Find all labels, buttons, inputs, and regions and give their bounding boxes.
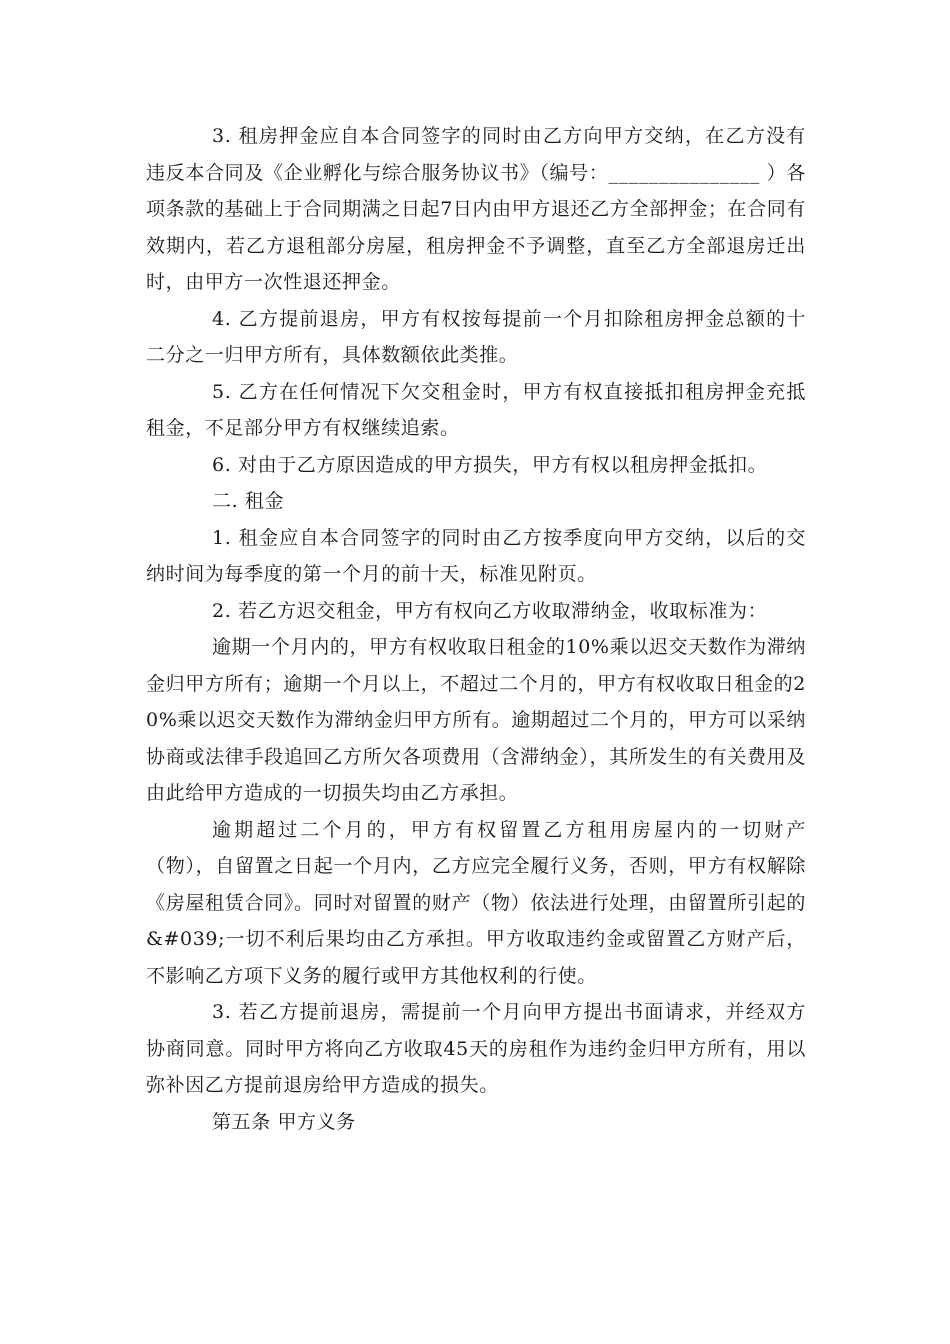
- paragraph-rent-payment: 1. 租金应自本合同签字的同时由乙方按季度向甲方交纳，以后的交纳时间为每季度的第一个月的前十天，标准见附页。: [146, 526, 806, 585]
- section-heading-rent: 二. 租金: [212, 490, 285, 512]
- paragraph-early-checkout-deduction: 4. 乙方提前退房，甲方有权按每提前一个月扣除租房押金总额的十二分之一归甲方所有，具体数额依此类推。: [146, 307, 806, 366]
- paragraph-loss-offset: 6. 对由于乙方原因造成的甲方损失，甲方有权以租房押金抵扣。: [212, 453, 768, 476]
- paragraph-late-fee: 2. 若乙方迟交租金，甲方有权向乙方收取滞纳金，收取标准为：: [212, 599, 768, 622]
- paragraph-deposit-refund: 3. 租房押金应自本合同签字的同时由乙方向甲方交纳，在乙方没有违反本合同及《企业孵化与综合服务协议书》（编号：_______________ ）各项条款的基础上于合同期满之日起7日内由甲方退还乙方全部押金；在合同有效期内，若乙方退租部分房屋，租房押金不予调整，直至乙方全部退房迁出时，由甲方一次性退还押金。: [146, 125, 806, 293]
- document-body: [146, 118, 806, 1140]
- section-heading-article-five: 第五条 甲方义务: [212, 1110, 356, 1133]
- paragraph-property-lien: 逾期超过二个月的，甲方有权留置乙方租用房屋内的一切财产（物），自留置之日起一个月内，乙方应完全履行义务，否则，甲方有权解除《房屋租赁合同》。同时对留置的财产（物）依法进行处理，由留置所引起的&#039;一切不利后果均由乙方承担。甲方收取违约金或留置乙方财产后，不影响乙方项下义务的履行或甲方其他权利的行使。: [146, 818, 806, 987]
- paragraph-rent-arrears-offset: 5. 乙方在任何情况下欠交租金时，甲方有权直接抵扣租房押金充抵租金，不足部分甲方有权继续追索。: [146, 380, 806, 439]
- paragraph-late-fee-rates: 逾期一个月内的，甲方有权收取日租金的10%乘以迟交天数作为滞纳金归甲方所有；逾期一个月以上，不超过二个月的，甲方有权收取日租金的20%乘以迟交天数作为滞纳金归甲方所有。逾期超过二个月的，甲方可以采纳协商或法律手段追回乙方所欠各项费用（含滞纳金），其所发生的有关费用及由此给甲方造成的一切损失均由乙方承担。: [146, 636, 806, 804]
- paragraph-early-termination: 3. 若乙方提前退房，需提前一个月向甲方提出书面请求，并经双方协商同意。同时甲方将向乙方收取45天的房租作为违约金归甲方所有，用以弥补因乙方提前退房给甲方造成的损失。: [146, 1001, 806, 1096]
